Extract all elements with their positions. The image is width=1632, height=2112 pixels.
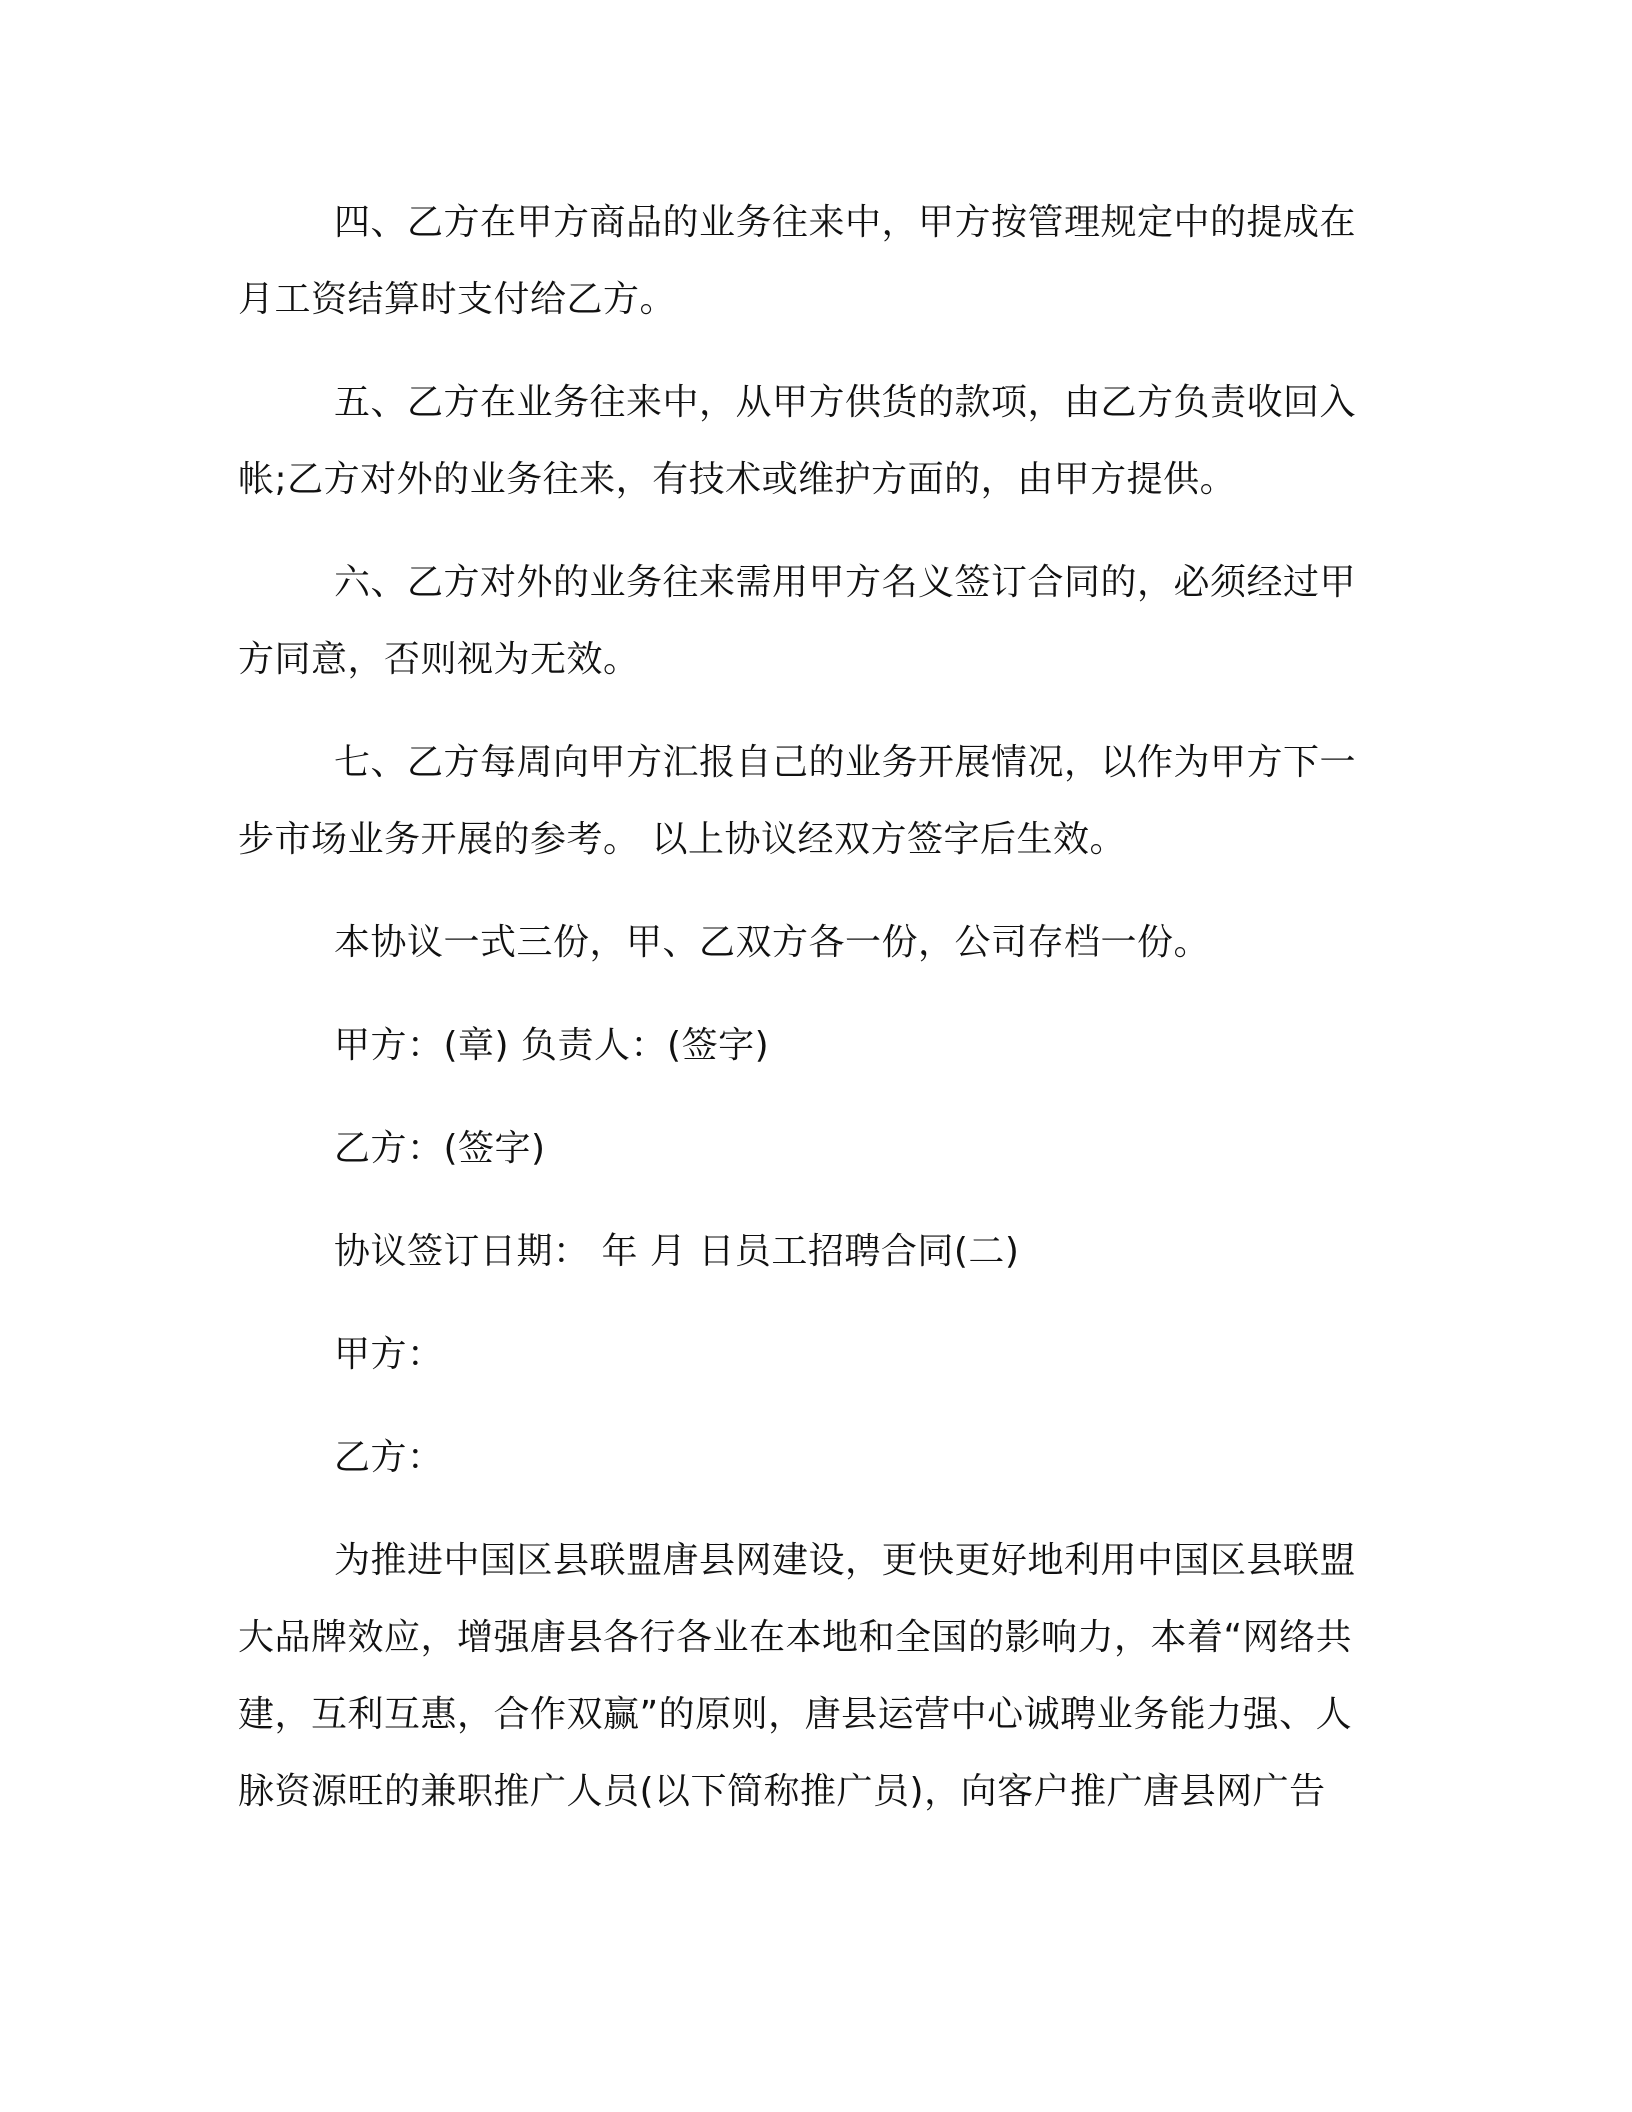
recruitment-intro-paragraph: 为推进中国区县联盟唐县网建设，更快更好地利用中国区县联盟大品牌效应，增强唐县各行各业在本地和全国的影响力，本着“网络共建，互利互惠，合作双赢”的原则，唐县运营中心诚聘业务能力强、人脉资源旺的兼职推广人员(以下简称推广员)，向客户推广唐县网广告 [238,1540,1357,1812]
signing-date-line: 协议签订日期： 年 月 日员工招聘合同(二) [334,1231,1020,1272]
clause-7-paragraph: 七、乙方每周向甲方汇报自己的业务开展情况，以作为甲方下一步市场业务开展的参考。 以上协议经双方签字后生效。 [238,742,1357,860]
party-b-signature-line: 乙方：(签字) [334,1128,546,1169]
document-body [238,184,1378,1830]
clause-6-paragraph: 六、乙方对外的业务往来需用甲方名义签订合同的，必须经过甲方同意，否则视为无效。 [238,562,1357,680]
party-b-label: 乙方： [334,1437,444,1478]
party-a-signature-line: 甲方：(章) 负责人：(签字) [334,1025,770,1066]
clause-5-paragraph: 五、乙方在业务往来中，从甲方供货的款项，由乙方负责收回入帐;乙方对外的业务往来，有技术或维护方面的，由甲方提供。 [238,382,1357,500]
clause-4-paragraph: 四、乙方在甲方商品的业务往来中，甲方按管理规定中的提成在月工资结算时支付给乙方。 [238,202,1357,320]
party-a-label: 甲方： [334,1334,444,1375]
copies-note: 本协议一式三份，甲、乙双方各一份，公司存档一份。 [334,922,1211,963]
